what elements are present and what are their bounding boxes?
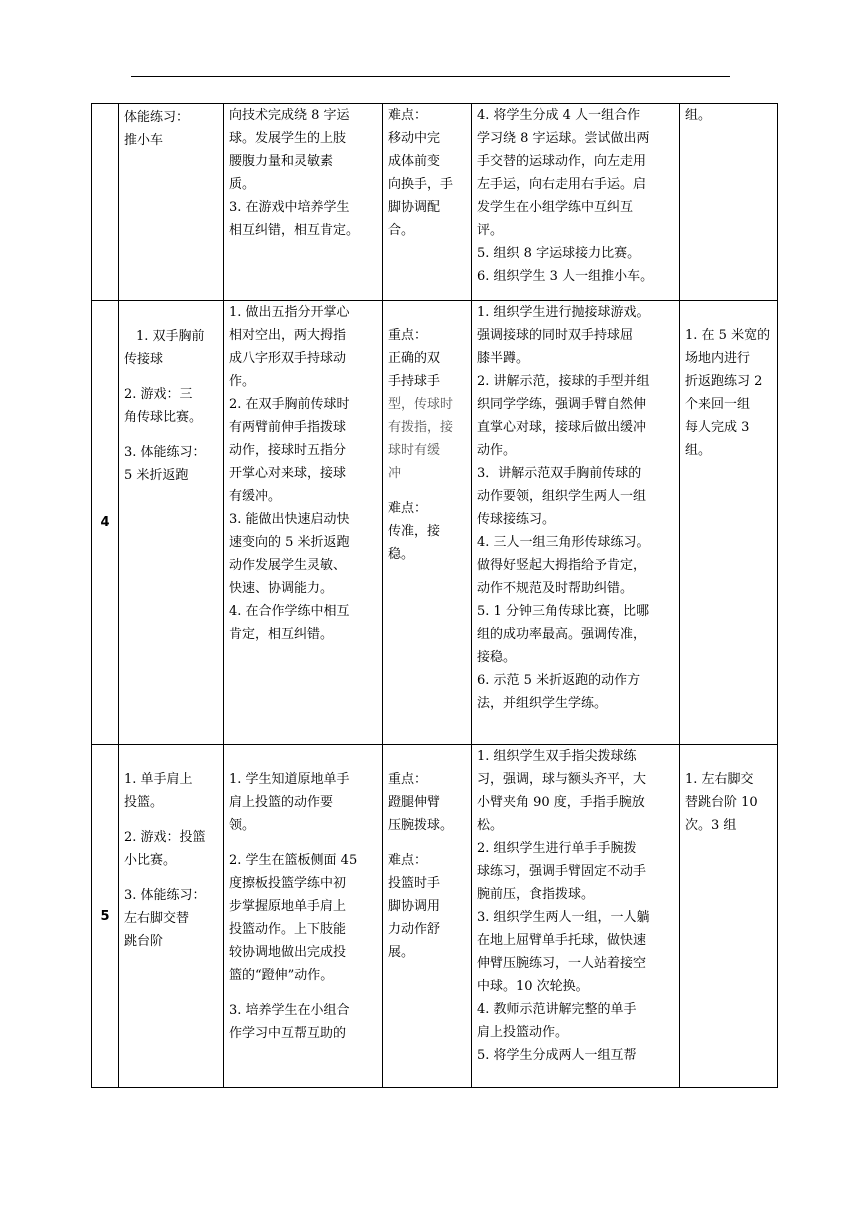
- line: 2. 学生在篮板侧面 45: [229, 853, 358, 868]
- line: 5. 组织 8 字运球接力比赛。: [477, 246, 641, 261]
- line: 4. 在合作学练中相互: [229, 604, 350, 619]
- line: 开掌心对来球，接球: [229, 466, 347, 481]
- line: 移动中完: [388, 131, 441, 146]
- line: 法，并组织学生学练。: [477, 696, 608, 711]
- line: 2. 在双手胸前传球时: [229, 397, 350, 412]
- line: 动作。: [477, 443, 517, 458]
- line: 组。: [685, 443, 712, 458]
- row-number: [92, 104, 119, 301]
- line: 5. 1 分钟三角传球比赛，比哪: [477, 604, 649, 619]
- line: 个来回一组: [685, 397, 751, 412]
- line: 相对空出，两大拇指: [229, 328, 347, 343]
- methods-cell: [472, 104, 680, 301]
- header-rule: [131, 76, 730, 77]
- line: 步掌握原地单手肩上: [229, 899, 347, 914]
- objectives-cell: [224, 301, 383, 745]
- line: 3. 在游戏中培养学生: [229, 200, 350, 215]
- line: 篮的“蹬伸”动作。: [229, 968, 334, 983]
- line: 有两臂前伸手指拨球: [229, 420, 347, 435]
- line: 组的成功率最高。强调传准，: [477, 627, 647, 642]
- line: 2. 游戏：三: [124, 387, 193, 402]
- line: 学习绕 8 字运球。尝试做出两: [477, 131, 650, 146]
- line: 难点：: [388, 853, 428, 868]
- line: 难点：: [388, 501, 428, 516]
- table-row: [92, 301, 778, 745]
- line: 伸臂压腕练习，一人站着接空: [477, 956, 647, 971]
- line: 作。: [229, 374, 256, 389]
- line: 投篮。: [124, 795, 164, 810]
- line: 投篮时手: [388, 876, 441, 891]
- line: 脚协调用: [388, 899, 441, 914]
- line: [229, 987, 377, 999]
- line: 1. 左右脚交: [685, 772, 754, 787]
- line: 3. 培养学生在小组合: [229, 1003, 350, 1018]
- line: 肩上投篮动作。: [477, 1025, 569, 1040]
- line: 接稳。: [477, 650, 517, 665]
- line: 向技术完成绕 8 字运: [229, 108, 350, 123]
- line: 折返跑练习 2: [685, 374, 763, 389]
- focus-cell: [383, 104, 472, 301]
- line: 发学生在小组学练中互纠互: [477, 200, 634, 215]
- line: 较协调地做出完成投: [229, 945, 347, 960]
- line: 1. 双手胸前: [136, 329, 205, 344]
- line: 重点：: [388, 328, 428, 343]
- line: 难点：: [388, 108, 428, 123]
- objectives-cell: [224, 104, 383, 301]
- line: 1. 做出五指分开掌心: [229, 305, 350, 320]
- line: 5. 将学生分成两人一组互帮: [477, 1048, 637, 1063]
- line: 有拨指，接: [388, 420, 454, 435]
- line: [388, 837, 466, 849]
- line: 合。: [388, 223, 415, 238]
- line: 左右脚交替: [124, 911, 190, 926]
- line: 有缓冲。: [229, 489, 282, 504]
- methods-cell: [472, 301, 680, 745]
- line: 动作，接球时五指分: [229, 443, 347, 458]
- line: 球时有缓: [388, 443, 441, 458]
- line: 正确的双: [388, 351, 441, 366]
- line: 重点：: [388, 772, 428, 787]
- line: 领。: [229, 818, 256, 833]
- line: 质。: [229, 177, 256, 192]
- line: 5 米折返跑: [124, 468, 189, 483]
- line: 3. 能做出快速启动快: [229, 512, 350, 527]
- line: [124, 814, 218, 826]
- line: 做得好竖起大拇指给予肯定，: [477, 558, 647, 573]
- line: 作学习中互帮互助的: [229, 1026, 347, 1041]
- line: 传球接练习。: [477, 512, 556, 527]
- line: 3．讲解示范双手胸前传球的: [477, 466, 642, 481]
- line: 4. 三人一组三角形传球练习。: [477, 535, 650, 550]
- line: 角传球比赛。: [124, 410, 203, 425]
- line: [229, 837, 377, 849]
- row-number: 5: [92, 745, 119, 1088]
- line: 6. 示范 5 米折返跑的动作方: [477, 673, 641, 688]
- line: 1. 单手肩上: [124, 772, 193, 787]
- focus-cell: [383, 301, 472, 745]
- content-cell: [119, 104, 224, 301]
- line: 稳。: [388, 547, 415, 562]
- line: 评。: [477, 223, 504, 238]
- line: 速变向的 5 米折返跑: [229, 535, 350, 550]
- line: 腰腹力量和灵敏素: [229, 154, 334, 169]
- line: 动作不规范及时帮助纠错。: [477, 581, 634, 596]
- line: 压腕拨球。: [388, 818, 454, 833]
- line: 力动作舒: [388, 922, 441, 937]
- line: 冲: [388, 466, 402, 481]
- line: 3. 组织学生两人一组，一人躺: [477, 910, 650, 925]
- objectives-cell: [224, 745, 383, 1088]
- line: 动作发展学生灵敏、: [229, 558, 347, 573]
- line: [124, 872, 218, 884]
- load-cell: [680, 104, 778, 301]
- line: 度擦板投篮学练中初: [229, 876, 347, 891]
- line: 传接球: [124, 352, 164, 367]
- table-row: [92, 745, 778, 1088]
- content-cell: [119, 745, 224, 1088]
- line: 跳台阶: [124, 934, 164, 949]
- load-cell: [680, 745, 778, 1088]
- line: 3. 体能练习：: [124, 888, 206, 903]
- line: 动作要领，组织学生两人一组: [477, 489, 647, 504]
- line: 小比赛。: [124, 853, 177, 868]
- line: 推小车: [124, 133, 164, 148]
- line: 肩上投篮的动作要: [229, 795, 334, 810]
- line: 投篮动作。上下肢能: [229, 922, 347, 937]
- line: 替跳台阶 10: [685, 795, 758, 810]
- line: 左手运，向右走用右手运。启: [477, 177, 647, 192]
- load-cell: [680, 301, 778, 745]
- line: 1. 学生知道原地单手: [229, 772, 350, 787]
- line: 腕前压，食指拨球。: [477, 887, 595, 902]
- line: 3. 体能练习：: [124, 445, 206, 460]
- line: 2. 游戏：投篮: [124, 830, 206, 845]
- line: 6. 组织学生 3 人一组推小车。: [477, 269, 654, 284]
- line: 组。: [685, 108, 712, 123]
- line: 肯定，相互纠错。: [229, 627, 334, 642]
- line: 每人完成 3: [685, 420, 750, 435]
- line: 体能练习：: [124, 110, 190, 125]
- line: 成八字形双手持球动: [229, 351, 347, 366]
- line: 相互纠错，相互肯定。: [229, 223, 360, 238]
- line: 在地上屈臂单手托球，做快速: [477, 933, 647, 948]
- content-cell: [119, 301, 224, 745]
- line: 成体前变: [388, 154, 441, 169]
- focus-cell: [383, 745, 472, 1088]
- line: 习，强调，球与额头齐平，大: [477, 772, 647, 787]
- line: [124, 371, 218, 383]
- line: 小臂夹角 90 度，手指手腕放: [477, 795, 645, 810]
- line: 次。3 组: [685, 818, 737, 833]
- line: 手交替的运球动作，向左走用: [477, 154, 647, 169]
- methods-cell: [472, 745, 680, 1088]
- line: 4. 将学生分成 4 人一组合作: [477, 108, 641, 123]
- line: 强调接球的同时双手持球屈: [477, 328, 634, 343]
- line: 快速、协调能力。: [229, 581, 334, 596]
- line: 膝半蹲。: [477, 351, 530, 366]
- line: 型，传球时: [388, 397, 454, 412]
- line: 传准，接: [388, 524, 441, 539]
- lesson-plan-table: [91, 103, 778, 1088]
- line: 松。: [477, 818, 504, 833]
- line: 中球。10 次轮换。: [477, 979, 589, 994]
- row-number: 4: [92, 301, 119, 745]
- line: 展。: [388, 945, 415, 960]
- line: [124, 429, 218, 441]
- line: 织同学学练，强调手臂自然伸: [477, 397, 647, 412]
- line: 蹬腿伸臂: [388, 795, 441, 810]
- line: 1. 组织学生双手指尖拨球练: [477, 749, 637, 764]
- line: 4. 教师示范讲解完整的单手: [477, 1002, 637, 1017]
- line: 球。发展学生的上肢: [229, 131, 347, 146]
- line: 脚协调配: [388, 200, 441, 215]
- line: 向换手，手: [388, 177, 454, 192]
- line: 球练习，强调手臂固定不动手: [477, 864, 647, 879]
- line: 2. 组织学生进行单手手腕拨: [477, 841, 637, 856]
- line: 直掌心对球，接球后做出缓冲: [477, 420, 647, 435]
- line: 2. 讲解示范，接球的手型并组: [477, 374, 650, 389]
- line: [388, 485, 466, 497]
- line: 场地内进行: [685, 351, 751, 366]
- table-row: [92, 104, 778, 301]
- line: 手持球手: [388, 374, 441, 389]
- line: 1. 在 5 米宽的: [685, 328, 771, 343]
- line: 1. 组织学生进行抛接球游戏。: [477, 305, 650, 320]
